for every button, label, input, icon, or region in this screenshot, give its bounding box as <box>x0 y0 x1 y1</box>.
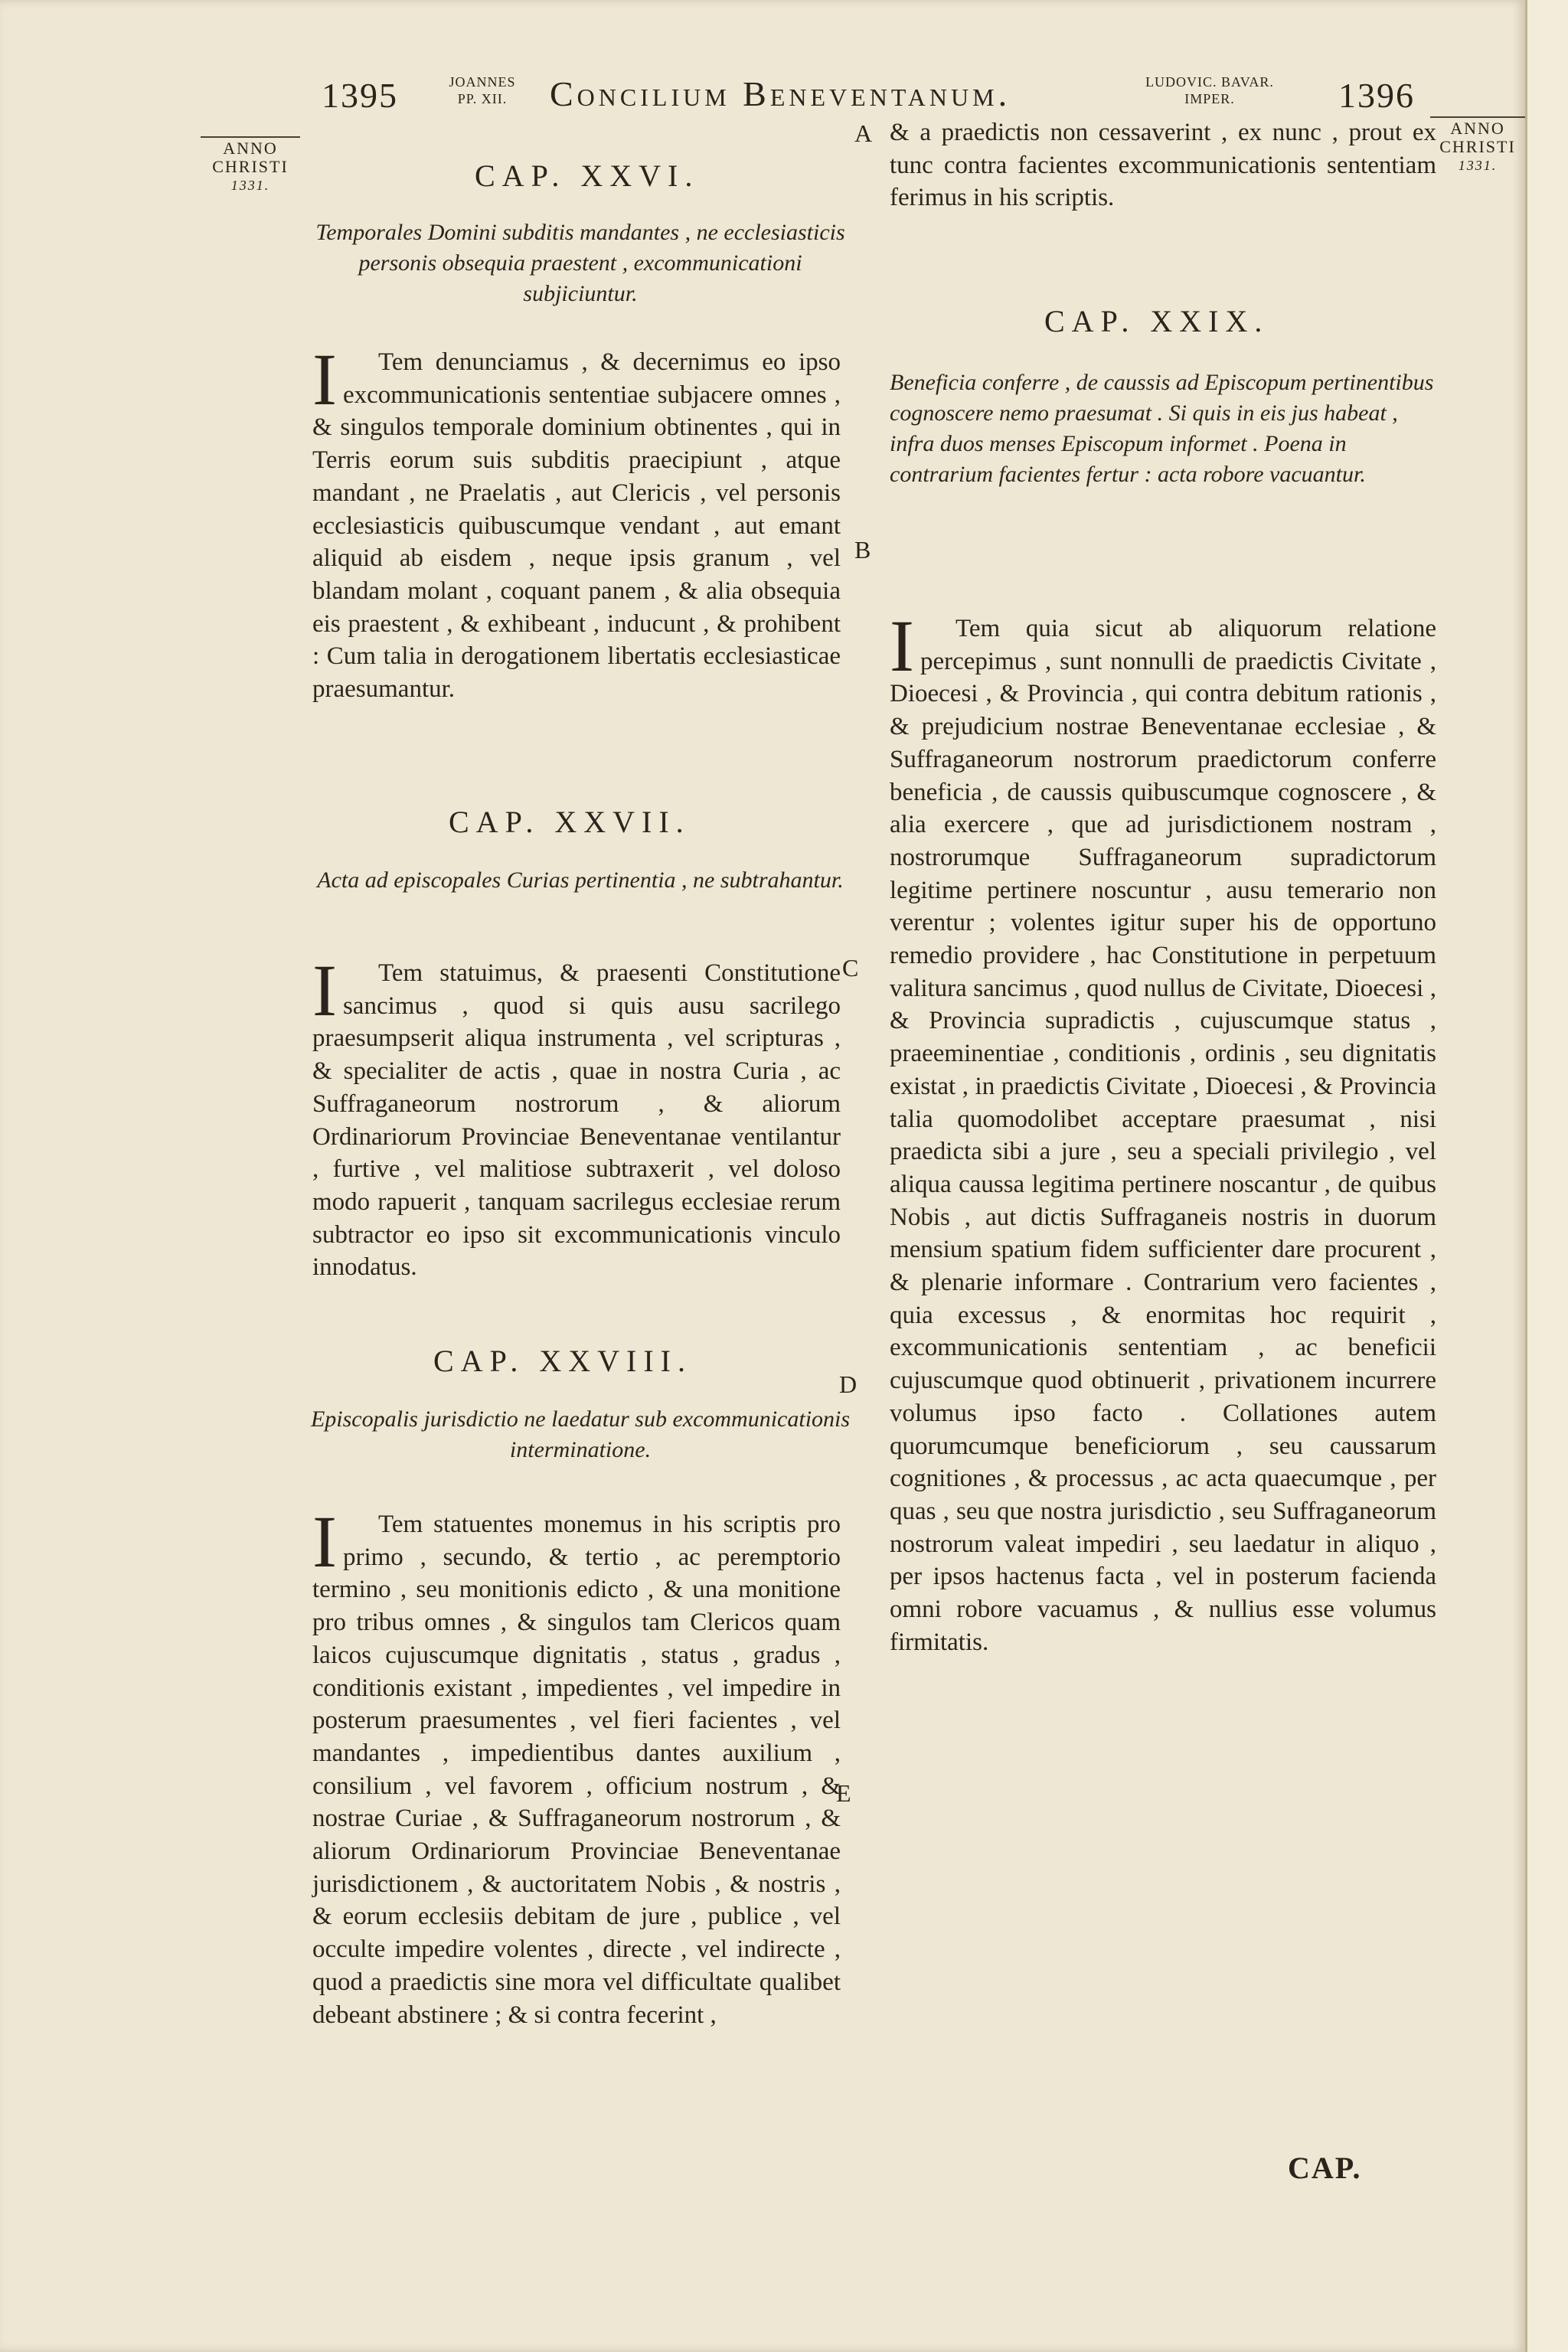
running-head-emperor-line2: IMPER. <box>1184 91 1235 106</box>
continuation-text: & a praedictis non cessaverint , ex nunc , prout ex tunc contra facientes excommunicationis sententiam ferimus in his scriptis. <box>890 119 1436 212</box>
running-head-emperor-line1: LUDOVIC. BAVAR. <box>1145 74 1274 90</box>
margin-letter-c: C <box>842 954 859 982</box>
next-page-edge-text <box>1532 475 1538 522</box>
chapter-text-28 <box>312 1501 841 2031</box>
running-head-pope-line1: JOANNES <box>449 74 516 90</box>
christi-label: CHRISTI <box>1439 137 1516 156</box>
margin-letter-e: E <box>836 1779 851 1807</box>
chapter-rubric-26: Temporales Domini subditis mandantes , ne ecclesiasticis personis obsequia praestent , excommunicationi subjiciuntur. <box>315 220 845 306</box>
chapter-heading-28: CAP. XXVIII. <box>433 1344 692 1378</box>
chapter-body-26: Tem denunciamus , & decernimus eo ipso excommunicationis sententiae subjacere omnes , & singulos temporale dominium obtinentes , qui in Terris eorum suis subditis praecipiunt , atque mandant , ne Praelatis , aut Clericis , vel personis ecclesiasticis quibuscumque vendant , aut emant aliquid ab eisdem , neque ipsis granum , vel blandam molant , coquant panem , & alia obsequia eis praestent , & exhibeant , inducunt , & prohibent : Cum talia in derogationem libertatis ecclesiasticae praesumantur. <box>312 348 841 704</box>
anno-year: 1331. <box>230 178 270 193</box>
chapter-body-28: Tem statuentes monemus in his scriptis pro primo , secundo, & tertio , ac peremptorio termino , seu monitionis edicto , & una monitione pro tribus omnes , & singulos tam Clericos quam laicos cujuscumque dignitatis , status , gradus , conditionis existant , impedientes , vel impedire in posterum praesumentes , vel fieri facientes , vel mandantes , impedientibus dantes auxilium , consilium , vel favorem , officium nostrum , & nostrae Curiae , & Suffraganeorum nostrorum , & aliorum Ordinariorum Provinciae Beneventanae jurisdictionem , & auctoritatem Nobis , & nostris , & eorum ecclesiis debitam de jure , publice , vel occulte impedire volentes , directe , vel indirecte , quod a praedictis sine mora vel difficultate qualibet debeant abstinere ; & si contra fecerint , <box>312 1511 841 2029</box>
chapter-text-26 <box>312 338 841 706</box>
running-title: Concilium Beneventanum. <box>550 74 1011 113</box>
chapter-body-27: Tem statuimus, & praesenti Constitutione sancimus , quod si quis ausu sacrilego praesumpserit aliqua instrumenta , vel scripturas , & specialiter de actis , quae in nostra Curia , ac Suffraganeorum nostrorum , & aliorum Ordinariorum Provinciae Beneventanae ventilantur , furtive , vel malitiose subtraxerit , vel doloso modo rapuerit , tanquam sacrilegus ecclesiae rerum subtractor eo ipso sit excommunicationis vinculo innodatus. <box>312 959 841 1282</box>
chapter-rubric-29: Beneficia conferre , de caussis ad Episcopum pertinentibus cognoscere nemo praesumat . Si quis in eis jus habeat , infra duos menses Episcopum informet . Poena in contrarium facientes fertur : acta robore vacuantur. <box>890 370 1434 487</box>
next-page-edge <box>1525 0 1568 2352</box>
anno-label: ANNO <box>1430 116 1525 138</box>
margin-letter-b: B <box>854 536 871 564</box>
chapter-body-29: Tem quia sicut ab aliquorum relatione percepimus , sunt nonnulli de praedictis Civitate , Dioecesi , & Provincia , qui contra debitum rationis , & prejudicium nostrae Beneventanae ecclesiae , & Suffraganeorum nostrorum praedictorum conferre beneficia , de caussis quibuscumque cognoscere , & alia exercere , que ad jurisdictionem nostram , nostrorumque Suffraganeorum supradictorum legitime pertinere noscuntur , ausu temerario non verentur ; volentes igitur super his de opportuno remedio providere , hac Constitutione in perpetuum valitura sancimus , quod nullus de Civitate, Dioecesi , & Provincia supradictis , cujuscumque status , praeeminentiae , conditionis , ordinis , seu dignitatis existat , in praedictis Civitate , Dioecesi , & Provincia talia quomodolibet acceptare praesumat , nisi praedicta sibi a jure , seu a speciali privilegio , vel aliqua caussa legitima pertinere noscantur , de quibus Nobis , aut dictis Suffraganeis nostris in duorum mensium spatium fidem sufficienter dare procurent , & plenarie informare . Contrarium vero facientes , quia excessus , & enormitas hoc requirit , excommunicationis sententiam , ac beneficii cujuscumque quod obtinuerit , privationem incurrere volumus ipso facto . Collationes autem quorumcumque beneficiorum , seu caussarum cognitiones , & processus , ac acta quaecumque , per quas , seu que nostra jurisdictio , seu Suffraganeorum nostrorum valeat impediri , seu laedatur in aliquo , per ipsos hactenus facta , vel in posterum facienda omni robore vacuamus , & nullius esse volumus firmitatis. <box>890 615 1436 1656</box>
chapter-text-29 <box>890 605 1436 1659</box>
anno-year: 1331. <box>1458 158 1498 173</box>
running-head-pope <box>436 74 528 107</box>
chapter-heading-27: CAP. XXVII. <box>449 805 691 839</box>
chapter-text-27 <box>312 949 841 1284</box>
drop-initial: I <box>312 338 337 420</box>
page-number-left: 1395 <box>322 76 398 115</box>
drop-initial: I <box>890 605 914 687</box>
chapter-rubric-27: Acta ad episcopales Curias pertinentia , ne subtrahantur. <box>317 867 844 893</box>
chapter-heading-26: CAP. XXVI. <box>475 158 700 193</box>
anno-marginal-left <box>201 136 300 194</box>
page-number-right: 1396 <box>1338 76 1415 115</box>
margin-letter-a: A <box>854 119 873 147</box>
drop-initial: I <box>312 1501 337 1583</box>
anno-label: ANNO <box>201 136 300 158</box>
running-head-emperor <box>1118 74 1302 107</box>
drop-initial: I <box>312 949 337 1031</box>
christi-label: CHRISTI <box>212 157 289 176</box>
running-head-pope-line2: PP. XII. <box>457 91 508 106</box>
catchword: CAP. <box>1288 2151 1362 2185</box>
anno-marginal-right <box>1430 116 1525 175</box>
margin-letter-d: D <box>839 1370 858 1398</box>
chapter-heading-29: CAP. XXIX. <box>1044 304 1269 338</box>
chapter-rubric-28: Episcopalis jurisdictio ne laedatur sub excommunicationis interminatione. <box>310 1406 851 1462</box>
